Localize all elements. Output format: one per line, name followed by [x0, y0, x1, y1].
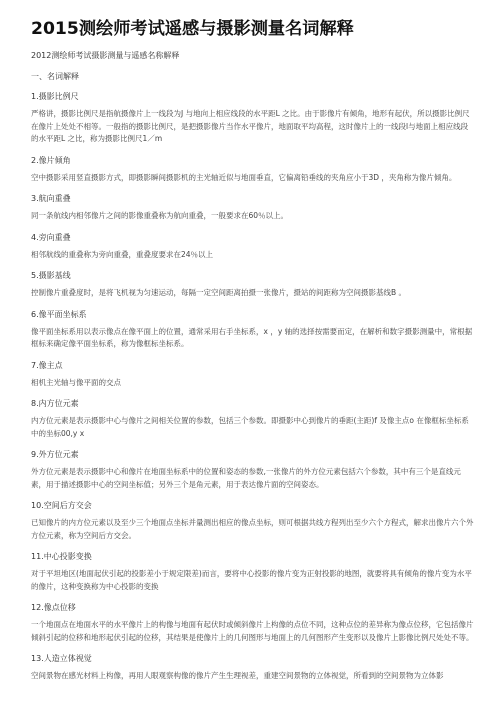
term-heading: 4.旁向重叠: [31, 232, 71, 242]
term-definition: 内方位元素是表示摄影中心与像片之间相关位置的参数，包括三个参数。即摄影中心到像片的垂距(主距)f 及像主点o 在像框标坐标系中的坐标00,y x: [31, 416, 469, 438]
term-item: [31, 449, 474, 491]
term-definition: 空中摄影采用竖直摄影方式，即摄影瞬间摄影机的主光轴近似与地面垂直，它偏离铅垂线的夹角应小于3D ，夹角称为像片倾角。: [31, 172, 457, 182]
term-item: [31, 500, 474, 542]
term-item: [31, 398, 474, 440]
term-heading: 8.内方位元素: [31, 399, 79, 408]
term-heading: 7.像主点: [31, 360, 63, 370]
term-heading: 1.摄影比例尺: [31, 92, 79, 101]
term-heading: 12.像点位移: [31, 603, 76, 612]
document-subtitle: 2012测绘师考试摄影测量与遥感名称解释: [31, 51, 180, 60]
term-item: [31, 551, 474, 593]
document-title: 2015测绘师考试遥感与摄影测量名词解释: [31, 19, 354, 39]
section-heading: 一、名词解释: [31, 72, 79, 81]
term-heading: 3.航向重叠: [31, 194, 71, 203]
term-heading: 5.摄影基线: [31, 271, 71, 280]
term-item: [31, 270, 474, 300]
term-heading: 11.中心投影变换: [31, 552, 92, 561]
term-item: [31, 193, 474, 223]
term-item: [31, 602, 474, 644]
term-heading: 6.像平面坐标系: [31, 309, 87, 319]
term-heading: 10.空间后方交会: [31, 501, 92, 510]
term-heading: 2.像片倾角: [31, 155, 71, 165]
term-item: [31, 155, 474, 185]
term-item: [31, 232, 474, 262]
term-definition: 外方位元素是表示摄影中心和像片在地面坐标系中的位置和姿态的参数,一张像片的外方位元素包括六个参数，其中有三个是直线元素，用于描述摄影中心的空间坐标值；另外三个是角元素，用于表达像片面的空间姿态。: [31, 467, 461, 489]
term-definition: 已知像片的内方位元素以及至少三个地面点坐标并量测出相应的像点坐标，则可根据共线方程列出至少六个方程式，解求出像片六个外方位元素，称为空间后方交会。: [31, 518, 474, 540]
term-item: [31, 653, 474, 683]
term-definition: 对于平坦地区(地面起伏引起的投影差小于规定限差)而言，要将中心投影的像片变为正射投影的地图，就要将具有倾角的像片变为水平的像片，这种变换称为中心投影的变换: [31, 569, 472, 591]
term-definition: 一个地面点在地面水平的水平像片上的构像与地面有起伏时或倾斜像片上构像的点位不同，这种点位的差异称为像点位移，它包括像片倾斜引起的位移和地形起伏引起的位移，其结果是使像片上的几何图形与地面上的几何图形产生变形以及像片上影像比例尺处处不等。: [31, 620, 474, 642]
term-definition: 相机主光轴与像平面的交点: [31, 377, 121, 387]
term-definition: 相邻航线的重叠称为旁向重叠，重叠度要求在24％以上: [31, 249, 214, 259]
term-definition: 空间景物在感光材料上构像，再用人眼观察构像的像片产生生理视差，重建空间景物的立体视觉，所看到的空间景物为立体影: [31, 671, 444, 680]
term-definition: 像平面坐标系用以表示像点在像平面上的位置，通常采用右手坐标系，x ，y 轴的选择按需要而定，在解析和数字摄影测量中，常根据框标来确定像平面坐标系，称为像框标坐标系。: [31, 326, 473, 348]
term-heading: 9.外方位元素: [31, 450, 79, 459]
term-definition: 同一条航线内相邻像片之间的影像重叠称为航向重叠，一般要求在60％以上。: [31, 211, 289, 220]
term-definition: 控制像片重叠度时，是将飞机视为匀速运动，每隔一定空间距离拍摄一张像片，摄站的间距称为空间摄影基线B 。: [31, 288, 407, 297]
term-item: [31, 309, 474, 351]
term-item: [31, 360, 474, 390]
term-list: [31, 91, 474, 683]
term-item: [31, 91, 474, 146]
term-heading: 13.人造立体视觉: [31, 654, 92, 663]
term-definition: 严格讲，摄影比例尺是指航摄像片上一线段为J 与地向上相应线段的水平距L 之比。由于影像片有倾角，地形有起伏，所以摄影比例尺在像片上处处不相等。一般指的摄影比例尺，是把摄影像片当作水平像片，地面取平均高程，这时像片上的一线段l与地面上相应线段的水平距L 之比，称为摄影比例尺1／m: [31, 109, 470, 143]
